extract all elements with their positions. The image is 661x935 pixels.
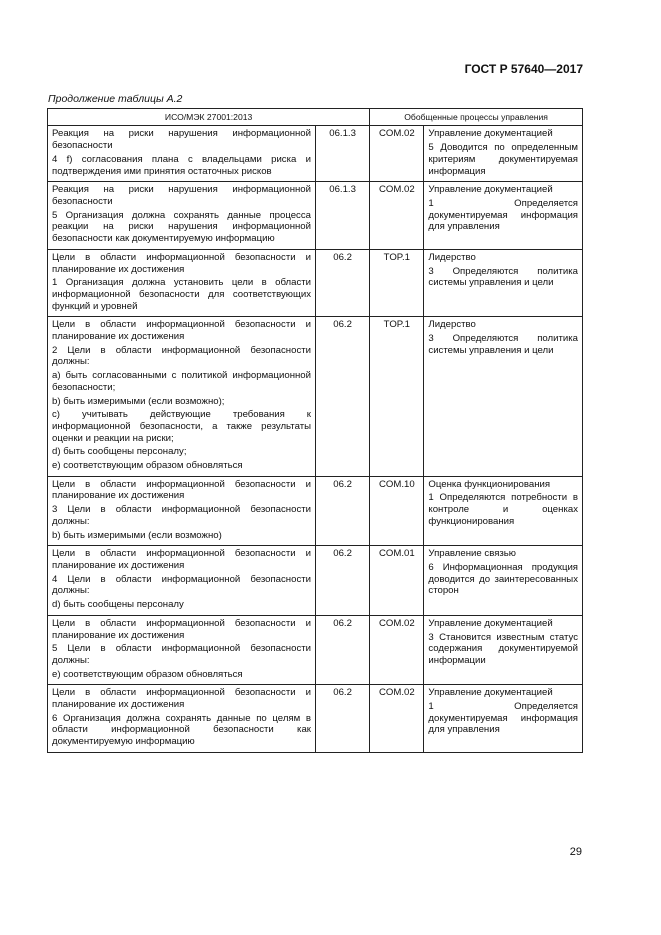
- process-name: Управление документацией: [428, 184, 553, 196]
- process-code-cell: COM.02: [370, 685, 424, 753]
- process-code-cell: COM.02: [370, 126, 424, 182]
- iso-requirement-paragraph: 6 Организация должна сохранять данные по целям в области информационной безопасности как документируемую информацию: [52, 712, 311, 748]
- iso-requirement-paragraph: d) быть сообщены персоналу: [52, 599, 184, 611]
- process-name: Управление связью: [428, 548, 516, 560]
- process-outcome: 6 Информационная продукция доводится до заинтересованных сторон: [428, 561, 578, 597]
- iso-requirement-paragraph: Реакция на риски нарушения информационной безопасности: [52, 184, 311, 207]
- iso-requirement-paragraph: e) соответствующим образом обновляться: [52, 460, 243, 472]
- process-outcome: 1 Определяется документируемая информация для управления: [428, 198, 578, 233]
- table-row: [48, 615, 583, 685]
- mapping-table: [47, 108, 583, 753]
- iso-requirement-paragraph: 4 f) согласования плана с владельцами риска и подтверждения ими принятия остаточных рисков: [52, 153, 311, 177]
- process-outcome: 1 Определяется документируемая информация для управления: [428, 701, 578, 736]
- iso-requirement-paragraph: 2 Цели в области информационной безопасности должны:: [52, 344, 311, 368]
- page-number: 29: [569, 846, 582, 858]
- iso-requirement-paragraph: a) быть согласованными с политикой информационной безопасности;: [52, 370, 311, 393]
- process-code-cell: COM.02: [370, 182, 424, 250]
- table-row: [48, 685, 583, 753]
- process-name: Оценка функционирования: [428, 478, 551, 490]
- process-description-cell: [424, 476, 583, 546]
- process-name: Лидерство: [428, 319, 476, 331]
- clause-code-cell: 06.2: [316, 317, 370, 476]
- process-description-cell: [424, 317, 583, 476]
- clause-code-cell: 06.2: [316, 476, 370, 546]
- clause-code-cell: 06.1.3: [316, 126, 370, 182]
- process-name: Лидерство: [428, 251, 476, 263]
- iso-requirement-paragraph: Цели в области информационной безопасности и планирование их достижения: [52, 617, 311, 641]
- iso-requirement-cell: [48, 615, 316, 685]
- process-outcome: 5 Доводится по определенным критериям документируемая информация: [428, 142, 578, 177]
- iso-requirement-paragraph: d) быть сообщены персоналу;: [52, 446, 187, 458]
- process-description-cell: [424, 615, 583, 685]
- iso-requirement-cell: [48, 685, 316, 753]
- header-processes: Обобщенные процессы управления: [370, 109, 583, 126]
- iso-requirement-paragraph: b) быть измеримыми (если возможно);: [52, 395, 225, 407]
- clause-code-cell: 06.2: [316, 615, 370, 685]
- table-row: [48, 546, 583, 616]
- iso-requirement-paragraph: b) быть измеримыми (если возможно): [52, 529, 222, 541]
- iso-requirement-paragraph: Цели в области информационной безопасности и планирование их достижения: [52, 548, 311, 571]
- table-row: [48, 317, 583, 476]
- iso-requirement-paragraph: c) учитывать действующие требования к информационной безопасности, а также результаты оценки и реакции на риски;: [52, 409, 311, 444]
- clause-code-cell: 06.2: [316, 249, 370, 317]
- table-body: [48, 126, 583, 752]
- iso-requirement-cell: [48, 546, 316, 616]
- process-name: Управление документацией: [428, 617, 553, 629]
- clause-code-cell: 06.2: [316, 546, 370, 616]
- iso-requirement-paragraph: 1 Организация должна установить цели в области информационной безопасности для соответствующих функций и уровней: [52, 277, 311, 312]
- iso-requirement-cell: [48, 476, 316, 546]
- process-outcome: 3 Определяются политика системы управления и цели: [428, 333, 578, 356]
- process-outcome: 1 Определяются потребности в контроле и оценках функционирования: [428, 492, 578, 527]
- process-description-cell: [424, 126, 583, 182]
- process-outcome: 3 Определяются политика системы управления и цели: [428, 265, 578, 289]
- process-description-cell: [424, 685, 583, 753]
- iso-requirement-paragraph: Цели в области информационной безопасности и планирование их достижения: [52, 478, 311, 502]
- iso-requirement-paragraph: Цели в области информационной безопасности и планирование их достижения: [52, 687, 311, 711]
- table-caption: Продолжение таблицы А.2: [48, 93, 183, 105]
- iso-requirement-paragraph: 5 Организация должна сохранять данные процесса реакции на риски нарушения информационной безопасности как документируемую информацию: [52, 209, 311, 245]
- clause-code-cell: 06.2: [316, 685, 370, 753]
- iso-requirement-paragraph: Цели в области информационной безопасности и планирование их достижения: [52, 319, 311, 343]
- table-row: [48, 126, 583, 182]
- process-code-cell: COM.01: [370, 546, 424, 616]
- iso-requirement-cell: [48, 249, 316, 317]
- iso-requirement-cell: [48, 182, 316, 250]
- clause-code-cell: 06.1.3: [316, 182, 370, 250]
- table-header-row: [48, 109, 583, 126]
- process-description-cell: [424, 249, 583, 317]
- header-iso: ИСО/МЭК 27001:2013: [48, 109, 370, 126]
- iso-requirement-paragraph: 4 Цели в области информационной безопасности должны:: [52, 573, 311, 597]
- process-description-cell: [424, 182, 583, 250]
- process-description-cell: [424, 546, 583, 616]
- table-row: [48, 182, 583, 250]
- process-name: Управление документацией: [428, 128, 553, 140]
- iso-requirement-paragraph: 3 Цели в области информационной безопасности должны:: [52, 504, 311, 527]
- table-row: [48, 476, 583, 546]
- process-outcome: 3 Становится известным статус содержания документируемой информации: [428, 631, 578, 666]
- process-code-cell: TOP.1: [370, 249, 424, 317]
- standard-designation: ГОСТ Р 57640—2017: [464, 62, 583, 76]
- process-code-cell: TOP.1: [370, 317, 424, 476]
- process-code-cell: COM.02: [370, 615, 424, 685]
- process-name: Управление документацией: [428, 687, 553, 699]
- iso-requirement-cell: [48, 317, 316, 476]
- table-row: [48, 249, 583, 317]
- iso-requirement-paragraph: Реакция на риски нарушения информационной безопасности: [52, 128, 311, 152]
- iso-requirement-paragraph: Цели в области информационной безопасности и планирование их достижения: [52, 251, 311, 275]
- iso-requirement-cell: [48, 126, 316, 182]
- process-code-cell: COM.10: [370, 476, 424, 546]
- iso-requirement-paragraph: e) соответствующим образом обновляться: [52, 668, 243, 680]
- iso-requirement-paragraph: 5 Цели в области информационной безопасности должны:: [52, 643, 311, 666]
